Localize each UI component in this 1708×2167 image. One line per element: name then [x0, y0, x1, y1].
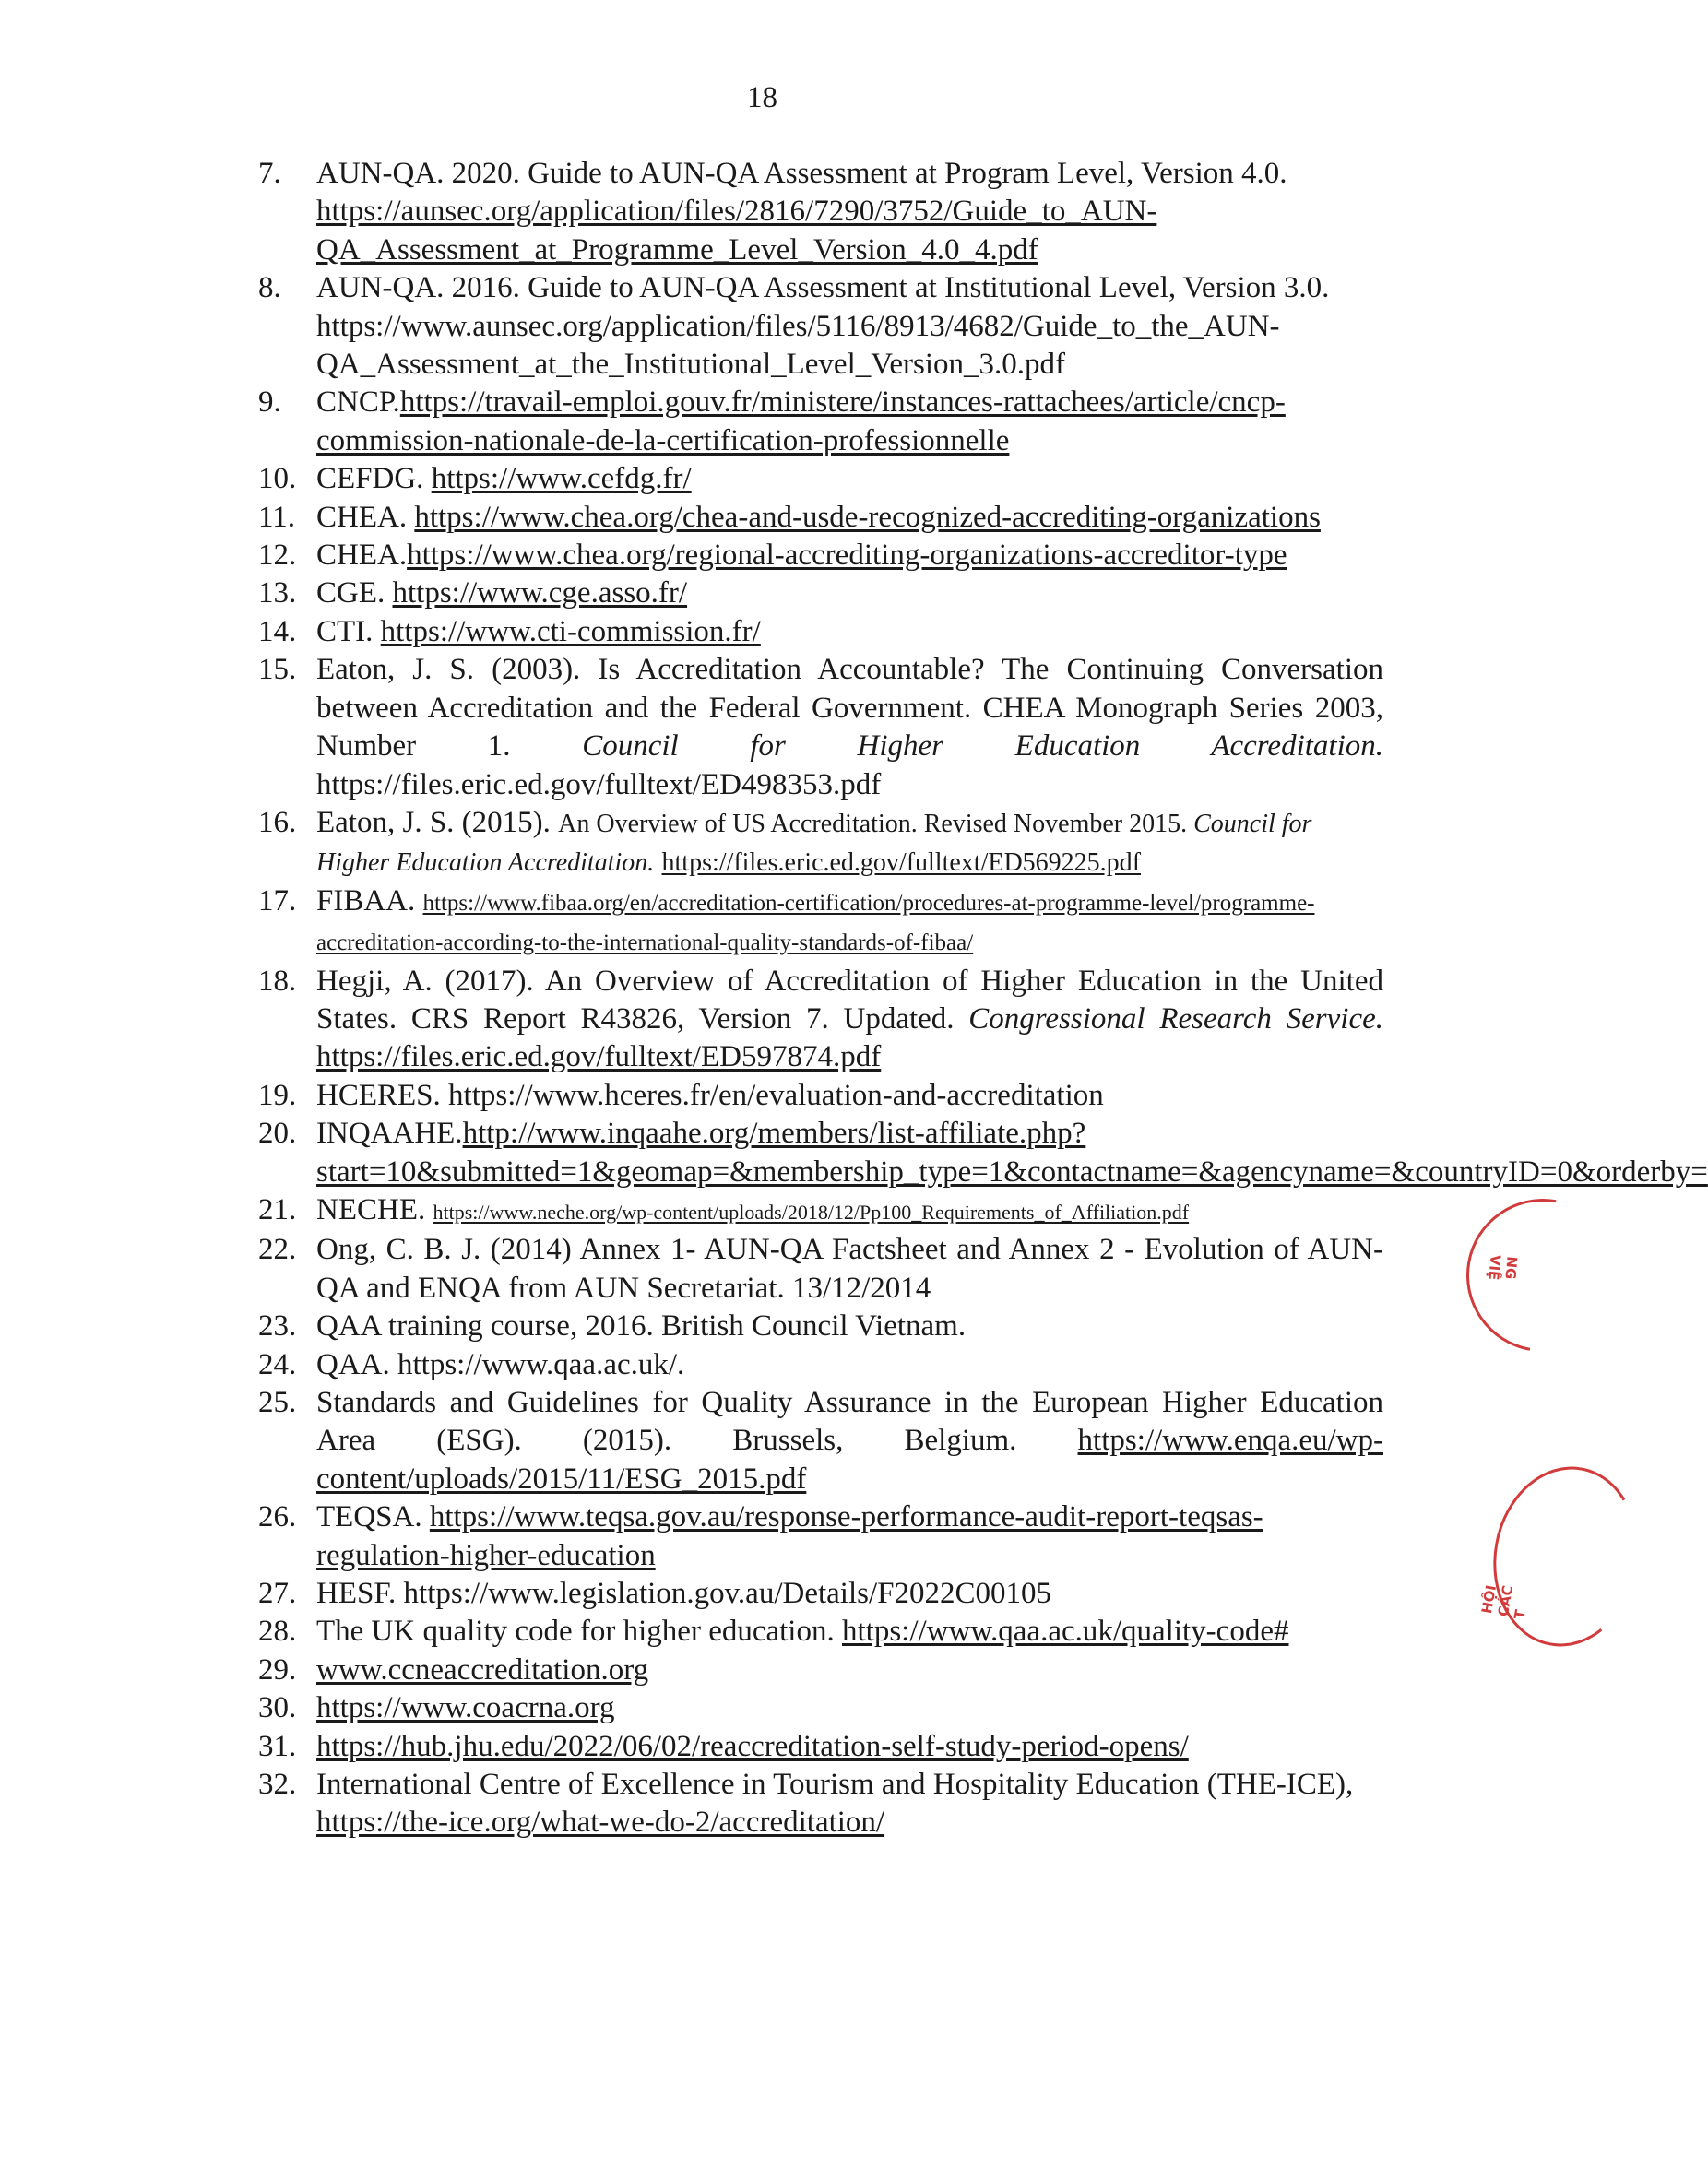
- reference-text-segment: Standards and Guidelines for Quality Assurance in the European Higher Education Area (ESG). (2015). Brussels, Belgium.: [316, 1386, 1383, 1458]
- reference-text: [316, 501, 1321, 534]
- reference-item: [258, 651, 1383, 804]
- reference-text: [316, 1691, 615, 1724]
- reference-link[interactable]: https://www.teqsa.gov.au/response-performance-audit-report-teqsas-regulation-higher-education: [316, 1500, 1263, 1572]
- reference-text: [316, 271, 1329, 381]
- reference-text-segment: CHEA.: [316, 500, 415, 534]
- reference-number: 26.: [258, 1500, 297, 1534]
- reference-source-italic: Congressional Research Service.: [968, 1001, 1383, 1036]
- reference-link[interactable]: https://www.cti-commission.fr/: [380, 614, 761, 648]
- reference-item: [258, 1231, 1383, 1308]
- reference-number: 19.: [258, 1078, 297, 1112]
- reference-text: [316, 157, 1287, 266]
- reference-link[interactable]: https://www.cge.asso.fr/: [392, 576, 688, 610]
- page-number: 18: [747, 81, 777, 114]
- reference-link[interactable]: https://the-ice.org/what-we-do-2/accreditation/: [316, 1806, 885, 1840]
- reference-text: [316, 615, 761, 648]
- reference-item: [258, 1689, 1383, 1727]
- reference-text-segment: CGE.: [316, 576, 393, 610]
- reference-text: [316, 1309, 966, 1343]
- reference-text-segment: INQAAHE.: [316, 1117, 463, 1151]
- reference-number: 13.: [258, 576, 297, 610]
- reference-link[interactable]: https://travail-emploi.gouv.fr/ministere/instances-rattachees/article/cncp-commission-nationale-de-la-certification-professionnelle: [316, 385, 1286, 457]
- reference-number: 28.: [258, 1615, 297, 1649]
- reference-number: 11.: [258, 500, 296, 534]
- reference-text: [316, 1577, 1051, 1610]
- reference-text: [316, 884, 1315, 957]
- reference-item: [258, 384, 1383, 460]
- reference-text-segment: The UK quality code for higher education.: [316, 1615, 842, 1649]
- reference-source-italic: Council for Higher Education Accreditation.: [316, 809, 1312, 878]
- reference-link[interactable]: http://www.inqaahe.org/members/list-affiliate.php?start=10&submitted=1&geomap=&membership_type=1&contactname=&agencyname=&countryID=0&orderby=: [316, 1117, 1708, 1189]
- reference-text: [316, 1348, 684, 1381]
- reference-text-segment: AUN-QA. 2020. Guide to AUN-QA Assessment at Program Level, Version 4.0.: [316, 157, 1287, 190]
- reference-number: 17.: [258, 883, 297, 918]
- reference-link[interactable]: https://files.eric.ed.gov/fulltext/ED569225.pdf: [661, 848, 1141, 878]
- reference-item: [258, 1346, 1383, 1384]
- reference-text: [316, 1079, 1104, 1112]
- reference-text-segment: QAA training course, 2016. British Council Vietnam.: [316, 1309, 967, 1344]
- reference-number: 24.: [258, 1347, 297, 1381]
- reference-text-segment: Eaton, J. S. (2003). Is Accreditation Accountable? The Continuing Conversation between Accreditation and the Federal Government. CHEA Monograph Series 2003, Number 1.: [316, 653, 1383, 764]
- reference-item: [258, 1191, 1383, 1231]
- reference-text: [316, 1233, 1383, 1304]
- reference-text-segment: Eaton, J. S. (2015).: [316, 805, 559, 839]
- reference-item: [258, 269, 1383, 384]
- reference-item: [258, 1077, 1383, 1115]
- reference-number: 31.: [258, 1729, 297, 1763]
- reference-text: [316, 576, 687, 610]
- reference-link[interactable]: https://www.enqa.eu/wp-content/uploads/2015/11/ESG_2015.pdf: [316, 1424, 1383, 1496]
- reference-text-segment: An Overview of US Accreditation. Revised November 2015.: [558, 809, 1194, 838]
- reference-text: [316, 965, 1383, 1074]
- reference-text: [316, 1500, 1263, 1571]
- stamp-text-lower: HỘI CÁC T: [1477, 1583, 1529, 1621]
- reference-number: 21.: [258, 1192, 297, 1226]
- reference-number: 8.: [258, 271, 281, 305]
- reference-number: 9.: [258, 385, 281, 420]
- reference-text-segment: Hegji, A. (2017). An Overview of Accreditation of Higher Education in the United States. CRS Report R43826, Version 7. Updated.: [316, 964, 1383, 1036]
- reference-number: 30.: [258, 1691, 297, 1725]
- stamp-seal-upper: [1436, 1168, 1649, 1381]
- reference-number: 25.: [258, 1386, 297, 1419]
- reference-text-segment: CNCP.: [316, 385, 400, 420]
- reference-link[interactable]: https://www.qaa.ac.uk/quality-code#: [841, 1615, 1289, 1649]
- reference-item: [258, 1613, 1383, 1651]
- reference-item: [258, 963, 1383, 1077]
- reference-number: 32.: [258, 1768, 297, 1802]
- reference-number: 22.: [258, 1233, 297, 1267]
- reference-link[interactable]: www.ccneaccreditation.org: [316, 1652, 649, 1687]
- reference-text: [316, 1386, 1383, 1496]
- stamp-seal-lower: [1479, 1455, 1653, 1658]
- reference-item: [258, 1575, 1383, 1613]
- reference-text: [316, 653, 1383, 800]
- stamp-text-upper: NG VIỆ: [1485, 1254, 1521, 1281]
- reference-item: [258, 1308, 1383, 1345]
- reference-item: [258, 574, 1383, 612]
- reference-text-segment: FIBAA.: [316, 883, 423, 918]
- reference-text: [316, 1653, 648, 1687]
- reference-text-segment: https://files.eric.ed.gov/fulltext/ED498353.pdf: [316, 767, 882, 801]
- reference-text: [316, 1768, 1353, 1839]
- reference-text-segment: Ong, C. B. J. (2014) Annex 1- AUN-QA Factsheet and Annex 2 - Evolution of AUN-QA and ENQA from AUN Secretariat. 13/12/2014: [316, 1233, 1383, 1305]
- reference-item: [258, 1766, 1383, 1842]
- reference-text-segment: [654, 845, 661, 878]
- reference-number: 27.: [258, 1577, 297, 1611]
- reference-number: 10.: [258, 462, 297, 496]
- reference-number: 20.: [258, 1117, 297, 1151]
- reference-item: [258, 1384, 1383, 1498]
- reference-text: [316, 806, 1311, 878]
- reference-text-segment: QAA. https://www.qaa.ac.uk/.: [316, 1347, 685, 1381]
- reference-text-segment: CTI.: [316, 614, 381, 648]
- reference-text: [316, 462, 692, 495]
- reference-link[interactable]: https://www.coacrna.org: [316, 1691, 615, 1725]
- reference-item: [258, 460, 1383, 498]
- reference-number: 15.: [258, 653, 297, 687]
- reference-link[interactable]: https://aunsec.org/application/files/2816/7290/3752/Guide_to_AUN-QA_Assessment_at_Programme_Level_Version_4.0_4.pdf: [316, 195, 1157, 266]
- reference-number: 18.: [258, 964, 297, 998]
- reference-number: 7.: [258, 157, 281, 190]
- reference-item: [258, 537, 1383, 574]
- reference-item: [258, 613, 1383, 651]
- reference-link[interactable]: https://www.neche.org/wp-content/uploads/2018/12/Pp100_Requirements_of_Affiliation.pdf: [433, 1200, 1190, 1224]
- reference-text-segment: CHEA.: [316, 539, 408, 573]
- reference-text: [316, 1193, 1189, 1226]
- reference-text: [316, 1615, 1288, 1648]
- reference-item: [258, 1652, 1383, 1689]
- reference-link[interactable]: https://www.chea.org/chea-and-usde-recognized-accrediting-organizations: [414, 500, 1321, 534]
- reference-text: [316, 539, 1287, 572]
- reference-number: 29.: [258, 1652, 297, 1687]
- reference-text-segment: CEFDG.: [316, 462, 432, 496]
- reference-item: [258, 804, 1383, 882]
- reference-item: [258, 882, 1383, 963]
- reference-number: 14.: [258, 614, 297, 648]
- reference-text: [316, 1117, 1708, 1188]
- reference-number: 23.: [258, 1309, 297, 1344]
- reference-text-segment: HCERES. https://www.hceres.fr/en/evaluation-and-accreditation: [316, 1078, 1104, 1112]
- reference-item: [258, 499, 1383, 537]
- reference-source-italic: Council for Higher Education Accreditation.: [582, 729, 1383, 764]
- reference-text-segment: AUN-QA. 2016. Guide to AUN-QA Assessment at Institutional Level, Version 3.0. https://www.aunsec.org/application/files/5116/8913/4682/Guide_to_the_AUN-QA_Assessment_at_the_Institutional_Level_Version_3.0.pdf: [316, 271, 1330, 382]
- reference-text-segment: HESF. https://www.legislation.gov.au/Details/F2022C00105: [316, 1577, 1051, 1611]
- reference-text: [316, 385, 1286, 456]
- reference-number: 12.: [258, 539, 297, 573]
- reference-link[interactable]: https://www.chea.org/regional-accrediting-organizations-accreditor-type: [407, 539, 1287, 573]
- reference-item: [258, 1498, 1383, 1575]
- reference-text: [316, 1730, 1189, 1763]
- reference-text-segment: International Centre of Excellence in Tourism and Hospitality Education (THE-ICE),: [316, 1768, 1354, 1802]
- reference-item: [258, 1115, 1708, 1191]
- reference-link[interactable]: https://hub.jhu.edu/2022/06/02/reaccreditation-self-study-period-opens/: [316, 1729, 1189, 1763]
- reference-link[interactable]: https://www.fibaa.org/en/accreditation-certification/procedures-at-programme-level/programme-accreditation-according-to-the-international-quality-standards-of-fibaa/: [316, 890, 1315, 956]
- reference-number: 16.: [258, 805, 297, 839]
- reference-link[interactable]: https://www.cefdg.fr/: [431, 462, 692, 496]
- reference-text-segment: NECHE.: [316, 1192, 433, 1226]
- reference-item: [258, 155, 1383, 269]
- reference-link[interactable]: https://files.eric.ed.gov/fulltext/ED597874.pdf: [316, 1040, 882, 1074]
- reference-item: [258, 1728, 1383, 1766]
- reference-text-segment: TEQSA.: [316, 1500, 430, 1534]
